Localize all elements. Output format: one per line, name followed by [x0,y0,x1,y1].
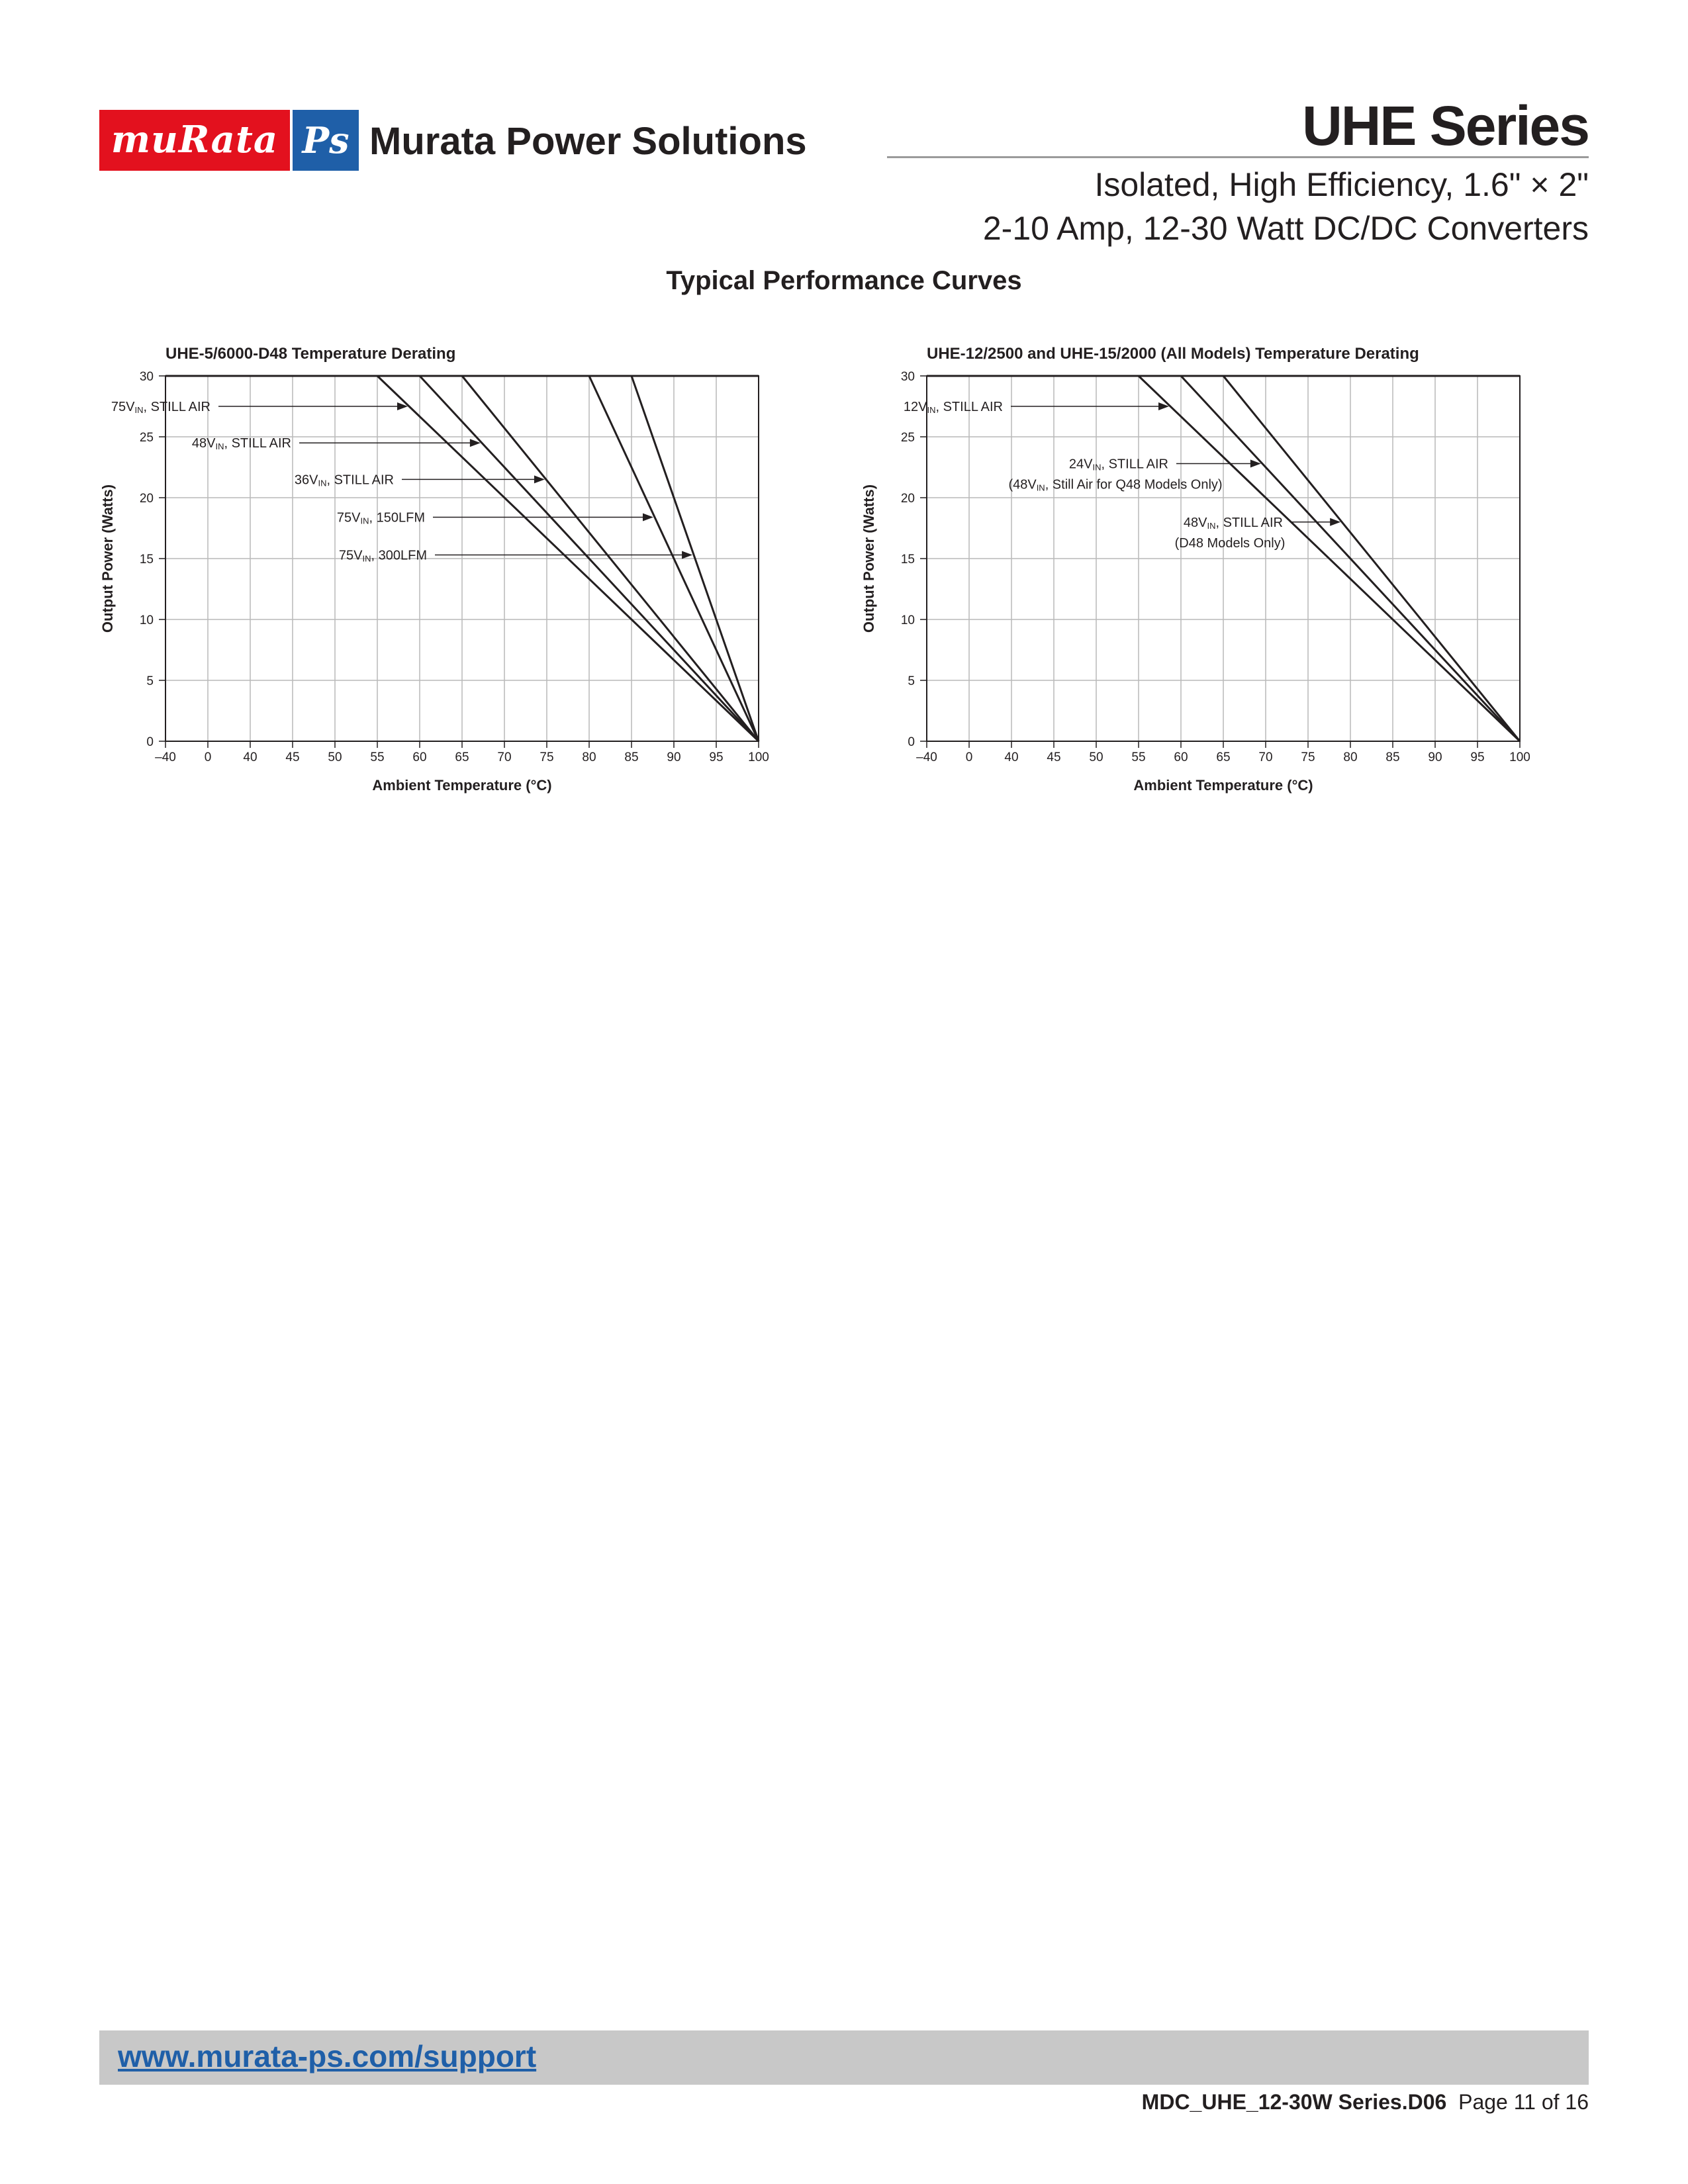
chart-title: UHE-12/2500 and UHE-15/2000 (All Models) Temperature Derating [927,345,1419,363]
footer-doc-info [1142,2090,1589,2115]
logo-ps-text: Ps [302,119,350,161]
x-axis-label: Ambient Temperature (°C) [1133,777,1313,794]
tick-label-x: 0 [204,751,212,764]
series-label: 75VIN, STILL AIR [111,400,211,415]
tick-label-x: 85 [624,751,639,764]
tick-label-y: 15 [900,553,915,567]
murata-logo [99,110,290,171]
tick-label-y: 30 [139,370,154,384]
tick-label-y: 10 [900,614,915,627]
tick-label-x: 55 [370,751,385,764]
series-note: (48VIN, Still Air for Q48 Models Only) [1008,477,1223,493]
tick-label-x: 95 [709,751,724,764]
tick-label-y: 0 [146,735,154,749]
tick-label-y: 25 [139,431,154,445]
ps-logo [293,110,359,171]
series-label: 48VIN, STILL AIR [191,436,291,452]
label-arrowhead [682,551,692,559]
tick-label-y: 30 [900,370,915,384]
tick-label-x: 50 [1089,751,1103,764]
page-number: Page 11 of 16 [1458,2090,1589,2114]
tick-label-x: 45 [285,751,300,764]
series-label: 24VIN, STILL AIR [1068,457,1168,473]
tick-label-x: 60 [1174,751,1188,764]
footer-bar [99,2030,1589,2085]
logo-text: muRata [111,118,279,161]
tick-label-x: 80 [582,751,596,764]
tick-label-x: 100 [1509,751,1530,764]
series-label: 36VIN, STILL AIR [294,473,394,488]
tick-label-x: 90 [1428,751,1442,764]
tick-label-x: 85 [1385,751,1400,764]
tick-label-y: 5 [908,674,915,688]
section-title: Typical Performance Curves [666,266,1022,295]
tick-label-y: 15 [139,553,154,567]
tick-label-x: 80 [1343,751,1358,764]
doc-id: MDC_UHE_12-30W Series.D06 [1141,2090,1447,2114]
series-title: UHE Series [1302,95,1589,157]
tick-label-x: 65 [1216,751,1231,764]
chart-title: UHE-5/6000-D48 Temperature Derating [165,345,456,363]
tick-label-y: 25 [900,431,915,445]
tick-label-x: 70 [497,751,512,764]
tick-label-x: 60 [412,751,427,764]
derating-chart-uhe5 [79,331,794,887]
subtitle-line2: 2-10 Amp, 12-30 Watt DC/DC Converters [982,210,1589,247]
tick-label-y: 0 [908,735,915,749]
derating-chart-uhe12-15 [841,331,1556,887]
tick-label-x: 0 [965,751,973,764]
x-axis-label: Ambient Temperature (°C) [372,777,552,794]
subtitle-line1: Isolated, High Efficiency, 1.6" × 2" [1094,166,1589,203]
tick-label-y: 20 [900,492,915,506]
tick-label-x: 90 [667,751,681,764]
y-axis-label: Output Power (Watts) [99,484,116,633]
tick-label-x: 65 [455,751,469,764]
tick-label-y: 10 [139,614,154,627]
series-label: 75VIN, 150LFM [336,510,425,526]
tick-label-x: 50 [328,751,342,764]
series-label: 48VIN, STILL AIR [1183,515,1283,531]
tick-label-x: 40 [243,751,258,764]
series-label: 12VIN, STILL AIR [903,400,1003,415]
label-arrowhead [643,513,653,521]
tick-label-x: 55 [1131,751,1146,764]
y-axis-label: Output Power (Watts) [861,484,877,633]
tick-label-x: 40 [1004,751,1019,764]
tick-label-x: –40 [916,751,937,764]
company-name: Murata Power Solutions [369,120,807,163]
tick-label-x: 100 [748,751,769,764]
tick-label-x: 95 [1470,751,1485,764]
series-label: 75VIN, 300LFM [338,548,427,564]
tick-label-x: 75 [1301,751,1315,764]
tick-label-x: 75 [539,751,554,764]
tick-label-y: 20 [139,492,154,506]
tick-label-x: 70 [1258,751,1273,764]
tick-label-x: –40 [155,751,176,764]
tick-label-x: 45 [1047,751,1061,764]
support-link[interactable]: www.murata-ps.com/support [118,2039,537,2073]
series-note: (D48 Models Only) [1174,535,1286,551]
tick-label-y: 5 [146,674,154,688]
